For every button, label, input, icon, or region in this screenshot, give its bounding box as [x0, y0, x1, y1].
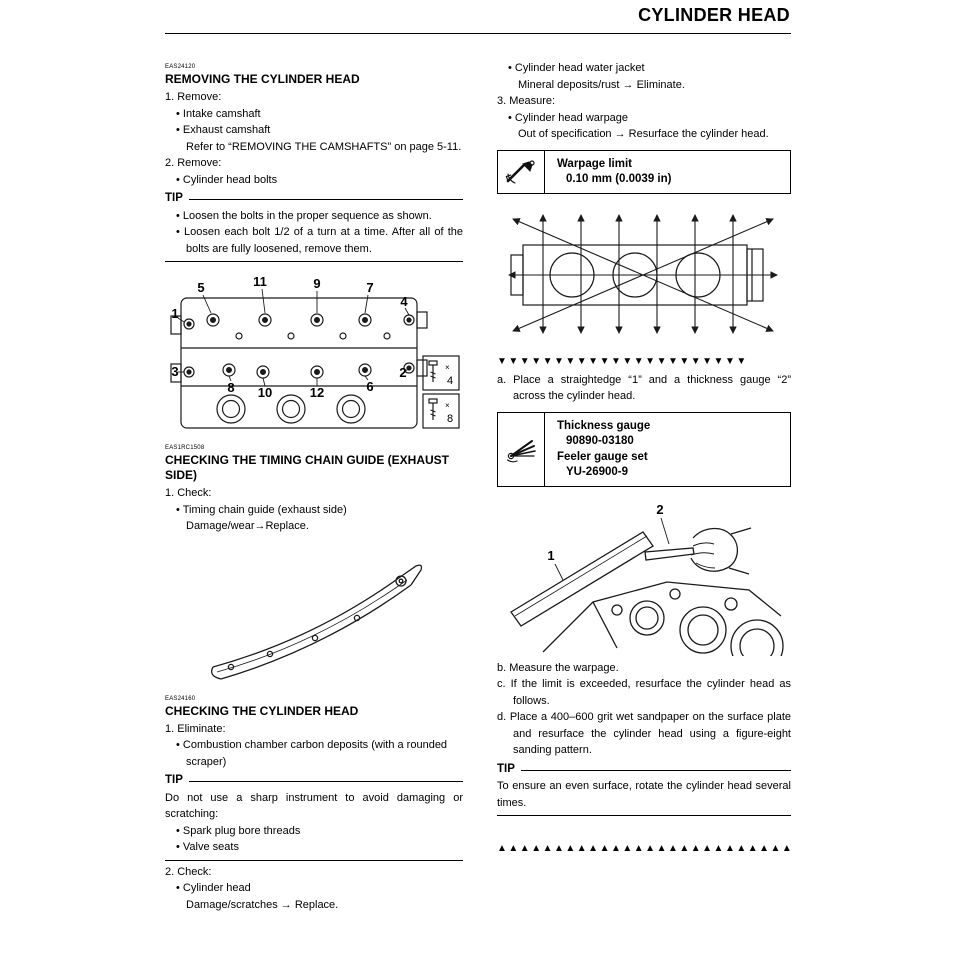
- straightedge-label: 1: [547, 547, 555, 563]
- tool-number: 90890-03180: [566, 435, 634, 447]
- figure-bolt-loosening-sequence: [165, 268, 463, 440]
- tip-label: TIP: [165, 774, 183, 786]
- bullet-item: • Cylinder head bolts: [176, 173, 278, 186]
- step-item: 1. Eliminate:: [165, 722, 226, 735]
- tip-rule: [189, 781, 463, 782]
- bolt-number: 11: [253, 274, 267, 289]
- result-note: Out of specification → Resurface the cylinder head.: [518, 128, 769, 140]
- section-heading-timing-guide: CHECKING THE TIMING CHAIN GUIDE (EXHAUST SIDE): [165, 453, 450, 482]
- bolt-number: 12: [309, 385, 325, 400]
- step-item: 1. Remove:: [165, 91, 222, 103]
- result-note: Damage/scratches → Replace.: [186, 898, 339, 911]
- result-note: Damage/wear→Replace.: [186, 520, 309, 532]
- tip-end-rule: [165, 261, 463, 262]
- step-item: 1. Check:: [165, 487, 212, 499]
- tip-item: • Loosen each bolt 1/2 of a turn at a time. After all of the bolts are fully loosened, remove them.: [176, 226, 463, 255]
- bolt-sequence-drawing: [165, 268, 461, 440]
- lettered-step: b. Measure the warpage.: [497, 661, 619, 674]
- spec-box-warpage-limit: [497, 150, 791, 194]
- gauge-label: 2: [656, 501, 664, 517]
- tip-text: Do not use a sharp instrument to avoid damaging or scratching:: [165, 791, 463, 820]
- tool-number: YU-26900-9: [566, 466, 629, 478]
- bolt-number: 4: [400, 294, 408, 309]
- tool-name: Thickness gauge: [557, 419, 651, 432]
- tip-end-rule: [497, 815, 791, 816]
- spec-name: Warpage limit: [557, 157, 632, 170]
- figure-timing-chain-guide: [165, 541, 463, 691]
- step-item: 3. Measure:: [497, 95, 556, 107]
- bolt-quantity: 4: [447, 375, 454, 387]
- bullet-item: • Exhaust camshaft: [176, 124, 271, 136]
- figure-warpage-measurement-pattern: [497, 201, 791, 347]
- tip-end-rule: [165, 860, 463, 861]
- bolt-number: 3: [171, 364, 179, 379]
- header-rule: [165, 33, 791, 34]
- tool-box-body: [545, 413, 790, 486]
- bolt-number: 5: [197, 280, 205, 295]
- right-column: [497, 60, 794, 855]
- lettered-step: c. If the limit is exceeded, resurface the cylinder head as follows.: [497, 678, 791, 707]
- tip-item: • Spark plug bore threads: [176, 824, 301, 837]
- section-code: EAS24120: [165, 64, 196, 70]
- bullet-item: • Cylinder head water jacket: [508, 62, 645, 74]
- micrometer-icon: [498, 151, 545, 193]
- tip-label: TIP: [497, 762, 515, 775]
- measuring-drawing: [497, 494, 789, 656]
- tip-rule: [189, 199, 463, 200]
- lettered-step: a. Place a straightedge “1” and a thickness gauge “2” across the cylinder head.: [497, 373, 791, 402]
- bolt-number: 8: [227, 380, 235, 395]
- bolt-number: 6: [366, 379, 374, 394]
- tip-heading: [165, 190, 463, 207]
- result-note: Mineral deposits/rust → Eliminate.: [518, 78, 685, 91]
- bolt-icon: [429, 399, 437, 403]
- times-sign: ×: [445, 401, 450, 410]
- bolt-number: 10: [257, 385, 273, 400]
- bolt-quantity: 8: [447, 413, 454, 425]
- feeler-gauge-icon: [498, 413, 545, 486]
- bolt-icon: [429, 361, 437, 365]
- warpage-pattern-drawing: [497, 201, 789, 347]
- bullet-item: • Intake camshaft: [176, 107, 261, 120]
- reference-note: Refer to “REMOVING THE CAMSHAFTS” on page 5-11.: [186, 140, 462, 153]
- lettered-step: d. Place a 400–600 grit wet sandpaper on the surface plate and resurface the cylinder head using a figure-eight sanding pattern.: [497, 711, 791, 756]
- tool-name: Feeler gauge set: [557, 450, 648, 463]
- section-heading-removing: REMOVING THE CYLINDER HEAD: [165, 72, 360, 86]
- bolt-number: 7: [366, 280, 374, 295]
- bullet-item: • Cylinder head warpage: [508, 111, 629, 124]
- times-sign: ×: [445, 363, 450, 372]
- bullet-item: • Timing chain guide (exhaust side): [176, 503, 347, 516]
- bolt-number: 9: [313, 276, 321, 291]
- figure-warpage-measuring: [497, 494, 791, 656]
- step-item: 2. Check:: [165, 865, 212, 878]
- tip-item: • Valve seats: [176, 841, 239, 853]
- bolt-number: 2: [399, 365, 407, 380]
- page-title: CYLINDER HEAD: [638, 5, 790, 25]
- bullet-item: • Cylinder head: [176, 882, 251, 894]
- tip-item: • Loosen the bolts in the proper sequence as shown.: [176, 209, 432, 222]
- tip-heading: [165, 772, 463, 789]
- section-code: EAS24160: [165, 695, 196, 702]
- spec-box-body: [545, 151, 790, 193]
- tip-text: To ensure an even surface, rotate the cylinder head several times.: [497, 780, 791, 809]
- spec-value: 0.10 mm (0.0039 in): [566, 173, 672, 185]
- step-item: 2. Remove:: [165, 157, 222, 169]
- tip-heading: [497, 761, 791, 778]
- section-heading-checking-head: CHECKING THE CYLINDER HEAD: [165, 703, 359, 718]
- left-column: [165, 60, 463, 913]
- section-divider-triangles-up: ▲▲▲▲▲▲▲▲▲▲▲▲▲▲▲▲▲▲▲▲▲▲▲▲▲▲: [497, 843, 794, 854]
- bolt-number: 1: [171, 306, 179, 321]
- section-divider-triangles-down: ▼▼▼▼▼▼▼▼▼▼▼▼▼▼▼▼▼▼▼▼▼▼: [497, 355, 748, 367]
- bullet-item: • Combustion chamber carbon deposits (with a rounded scraper): [176, 739, 448, 768]
- section-code: EAS1RC1508: [165, 445, 205, 451]
- tip-rule: [521, 770, 791, 771]
- chain-guide-drawing: [165, 541, 461, 691]
- tip-label: TIP: [165, 192, 183, 204]
- tool-box-thickness-gauge: [497, 412, 791, 487]
